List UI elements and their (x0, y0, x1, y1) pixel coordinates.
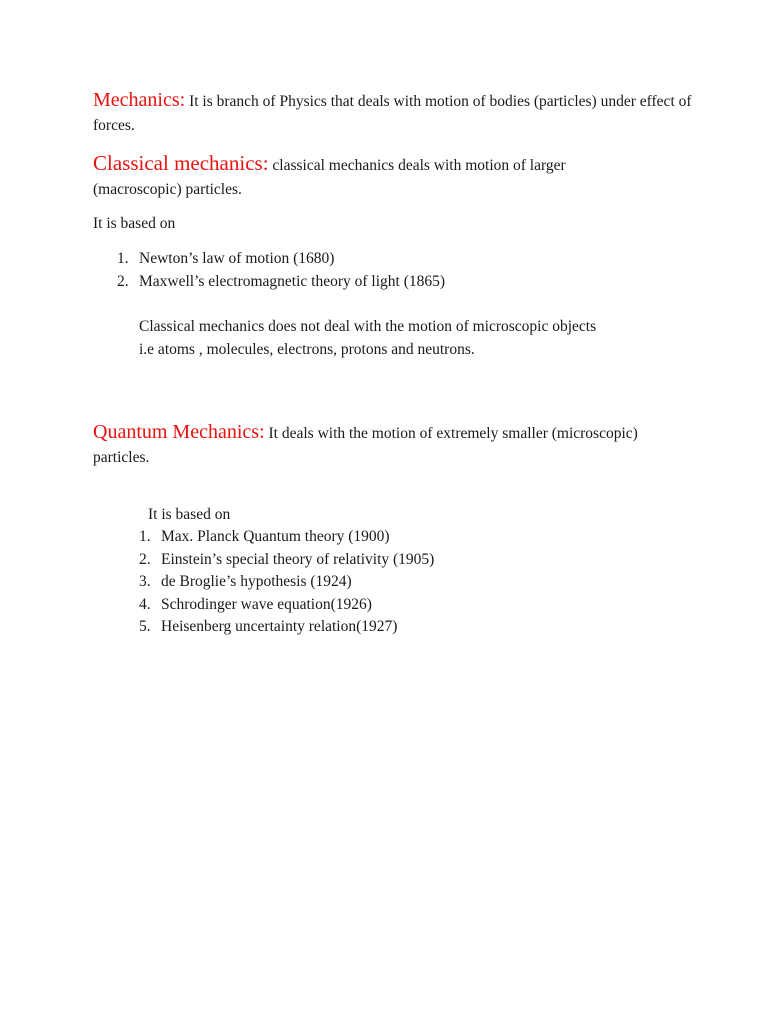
classical-based-on: It is based on (93, 215, 176, 232)
classical-heading: Classical mechanics: (93, 151, 269, 175)
list-item: 2. Einstein’s special theory of relativity (1905) (139, 550, 435, 568)
list-item: 5. Heisenberg uncertainty relation(1927) (139, 618, 398, 635)
mechanics-paragraph (93, 88, 693, 138)
quantum-list (139, 526, 434, 639)
classical-note-line-2: i.e atoms , molecules, electrons, protons and neutrons. (139, 341, 475, 358)
quantum-based-on: It is based on (148, 506, 231, 523)
list-item: 1. Max. Planck Quantum theory (1900) (139, 528, 390, 545)
quantum-text: It deals with the motion of extremely smaller (microscopic) particles. (93, 425, 638, 466)
quantum-heading: Quantum Mechanics: (93, 421, 265, 443)
quantum-paragraph (93, 420, 653, 470)
list-item: 2. Maxwell’s electromagnetic theory of light (1865) (117, 272, 446, 290)
classical-paragraph (93, 151, 653, 202)
classical-list (117, 248, 445, 293)
mechanics-heading: Mechanics: (93, 89, 186, 111)
list-item: 3. de Broglie’s hypothesis (1924) (139, 573, 352, 590)
list-item: 4. Schrodinger wave equation(1926) (139, 595, 372, 613)
classical-note-line-1: Classical mechanics does not deal with the motion of microscopic objects (139, 318, 597, 335)
mechanics-text: It is branch of Physics that deals with motion of bodies (particles) under effect of forces. (93, 93, 692, 134)
list-item: 1. Newton’s law of motion (1680) (117, 250, 335, 267)
classical-text: classical mechanics deals with motion of larger (macroscopic) particles. (93, 157, 566, 198)
